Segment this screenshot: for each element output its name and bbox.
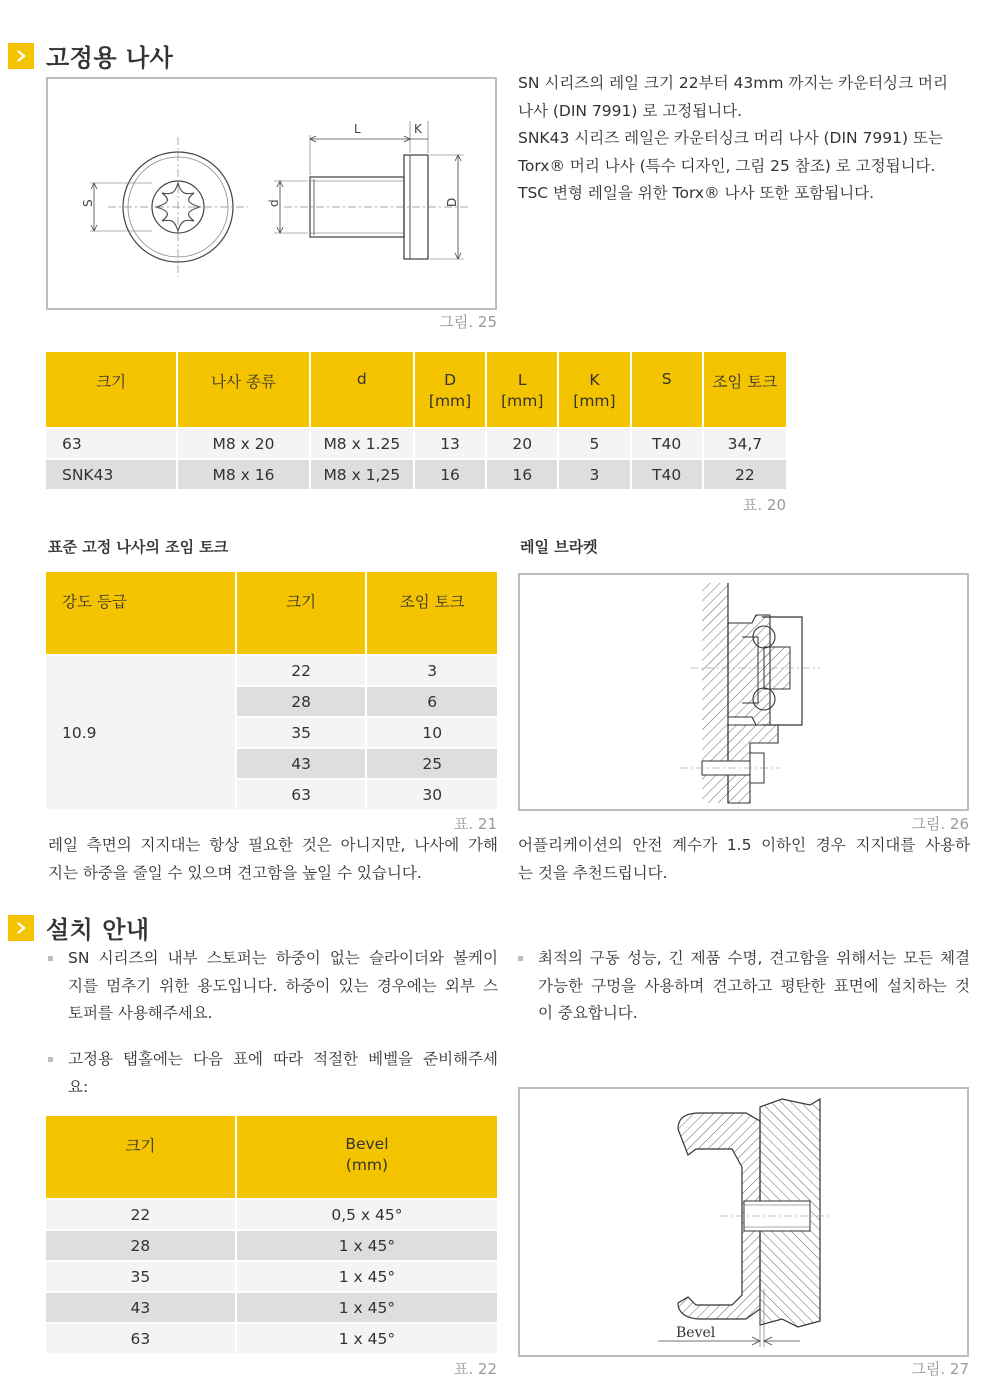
- bullet-item: [48, 1046, 498, 1101]
- table-cell: 30: [367, 780, 497, 811]
- table-cell: M8 x 1,25: [311, 460, 413, 491]
- intro-line: 나사 (DIN 7991) 로 고정됩니다.: [518, 101, 743, 120]
- table-cell: T40: [632, 429, 702, 460]
- bullet-line: 고정용 탭홀에는 다음 표에 따라 적절한 베벨을 준비해주세: [68, 1050, 498, 1068]
- figure-27-bevel-drawing: [518, 1087, 969, 1357]
- table-row: [46, 429, 786, 460]
- table-cell: 16: [487, 460, 557, 491]
- table-21-title: 표준 고정 나사의 조임 토크: [48, 538, 229, 556]
- support-note-right: [518, 832, 970, 887]
- bullet-line: 토퍼를 사용해주세요.: [68, 1004, 213, 1022]
- bullet-line: SN 시리즈의 내부 스토퍼는 하중이 없는 슬라이더와 볼케이: [68, 949, 498, 967]
- table-cell: 43: [237, 749, 366, 780]
- table-cell: 1 x 45°: [237, 1293, 497, 1324]
- intro-line: SN 시리즈의 레일 크기 22부터 43mm 까지는 카운터싱크 머리: [518, 74, 948, 92]
- table-cell: 5: [559, 429, 629, 460]
- table-cell: 63: [46, 429, 176, 460]
- table-cell: 22: [704, 460, 786, 491]
- label-s: S: [81, 199, 95, 207]
- table-cell: 20: [487, 429, 557, 460]
- section-header-fixing-screws: [8, 38, 173, 73]
- note-line: 지는 하중을 줄일 수 있으며 견고함을 높일 수 있습니다.: [48, 863, 422, 882]
- table-20-caption: 표. 20: [742, 496, 786, 514]
- table-cell: 10: [367, 718, 497, 749]
- table-cell: 35: [237, 718, 366, 749]
- table-cell: 3: [367, 656, 497, 687]
- intro-line: SNK43 시리즈 레일은 카운터싱크 머리 나사 (DIN 7991) 또는: [518, 129, 943, 147]
- table-cell: 3: [559, 460, 629, 491]
- table-cell: SNK43: [46, 460, 176, 491]
- bevel-label: Bevel: [676, 1325, 716, 1341]
- chevron-right-icon: [8, 43, 34, 69]
- bullet-marker: [48, 956, 53, 961]
- section-title: 고정용 나사: [46, 44, 174, 72]
- bullet-line: 가능한 구멍을 사용하며 견고하고 평탄한 표면에 설치하는 것: [538, 976, 970, 995]
- section-header-installation: [8, 910, 150, 945]
- note-line: 는 것을 추천드립니다.: [518, 863, 668, 882]
- note-line: 어플리케이션의 안전 계수가 1.5 이하인 경우 지지대를 사용하: [518, 836, 970, 854]
- table-cell: 28: [237, 687, 366, 718]
- bullet-item: [48, 945, 498, 1028]
- bevel-table: [44, 1116, 499, 1355]
- table-header: S: [632, 352, 702, 429]
- table-cell: 16: [415, 460, 485, 491]
- table-cell: 6: [367, 687, 497, 718]
- figure-26-title: 레일 브라켓: [520, 538, 598, 556]
- table-cell: T40: [632, 460, 702, 491]
- figure-25-caption: 그림. 25: [439, 313, 497, 331]
- label-k: K: [414, 122, 422, 136]
- table-cell: 0,5 x 45°: [237, 1200, 497, 1231]
- table-21-caption: 표. 21: [453, 815, 497, 833]
- table-cell: 1 x 45°: [237, 1324, 497, 1355]
- bullet-marker: [48, 1057, 53, 1062]
- table-cell: 63: [46, 1324, 235, 1355]
- table-header: K [mm]: [559, 352, 629, 429]
- figure-25-screw-drawing: [46, 77, 497, 310]
- table-row: [46, 1324, 497, 1355]
- chevron-right-icon: [8, 915, 34, 941]
- table-header: 강도 등급: [46, 572, 235, 656]
- intro-line: TSC 변형 레일을 위한 Torx® 나사 또한 포함됩니다.: [518, 184, 875, 202]
- table-cell: 1 x 45°: [237, 1231, 497, 1262]
- figure-26-rail-bracket: [518, 573, 969, 811]
- section-title: 설치 안내: [46, 916, 150, 944]
- table-cell: 1 x 45°: [237, 1262, 497, 1293]
- table-header: 조임 토크: [704, 352, 786, 429]
- table-header: 크기: [237, 572, 366, 656]
- table-cell: M8 x 1.25: [311, 429, 413, 460]
- table-row: [46, 1293, 497, 1324]
- table-header: D [mm]: [415, 352, 485, 429]
- table-header: 크기: [46, 352, 176, 429]
- label-big-d: D: [445, 197, 459, 207]
- bullet-line: 최적의 구동 성능, 긴 제품 수명, 견고함을 위해서는 모든 체결: [538, 949, 970, 967]
- table-cell: 34,7: [704, 429, 786, 460]
- table-cell: M8 x 20: [178, 429, 308, 460]
- intro-paragraph: [518, 70, 978, 208]
- table-cell: 22: [237, 656, 366, 687]
- table-header: 나사 종류: [178, 352, 308, 429]
- table-row: [46, 1200, 497, 1231]
- intro-line: Torx® 머리 나사 (특수 디자인, 그림 25 참조) 로 고정됩니다.: [518, 156, 936, 175]
- label-l: L: [354, 122, 361, 136]
- screw-spec-table: [44, 352, 788, 491]
- support-note-left: [48, 832, 498, 887]
- table-cell: 43: [46, 1293, 235, 1324]
- label-d: d: [267, 199, 281, 207]
- table-row: [46, 460, 786, 491]
- table-row: [46, 1262, 497, 1293]
- table-cell: 63: [237, 780, 366, 811]
- table-cell: 28: [46, 1231, 235, 1262]
- bullet-marker: [518, 956, 523, 961]
- table-row: [46, 656, 497, 687]
- bullet-line: 이 중요합니다.: [538, 1004, 638, 1022]
- torque-table: [44, 572, 499, 811]
- table-cell: 35: [46, 1262, 235, 1293]
- figure-26-caption: 그림. 26: [911, 815, 969, 833]
- table-cell: 25: [367, 749, 497, 780]
- table-cell: 13: [415, 429, 485, 460]
- table-header: L [mm]: [487, 352, 557, 429]
- table-header: 조임 토크: [367, 572, 497, 656]
- bullet-item: [518, 945, 970, 1028]
- table-cell: 22: [46, 1200, 235, 1231]
- table-row: [46, 1231, 497, 1262]
- note-line: 레일 측면의 지지대는 항상 필요한 것은 아니지만, 나사에 가해: [48, 836, 498, 854]
- bullet-line: 요:: [68, 1077, 89, 1096]
- table-header: d: [311, 352, 413, 429]
- table-header: Bevel (mm): [237, 1116, 497, 1200]
- table-header: 크기: [46, 1116, 235, 1200]
- bullet-line: 지를 멈추기 위한 용도입니다. 하중이 있는 경우에는 외부 스: [68, 976, 498, 995]
- table-22-caption: 표. 22: [453, 1360, 497, 1378]
- table-cell: M8 x 16: [178, 460, 308, 491]
- figure-27-caption: 그림. 27: [911, 1360, 969, 1378]
- strength-grade-cell: 10.9: [46, 656, 235, 811]
